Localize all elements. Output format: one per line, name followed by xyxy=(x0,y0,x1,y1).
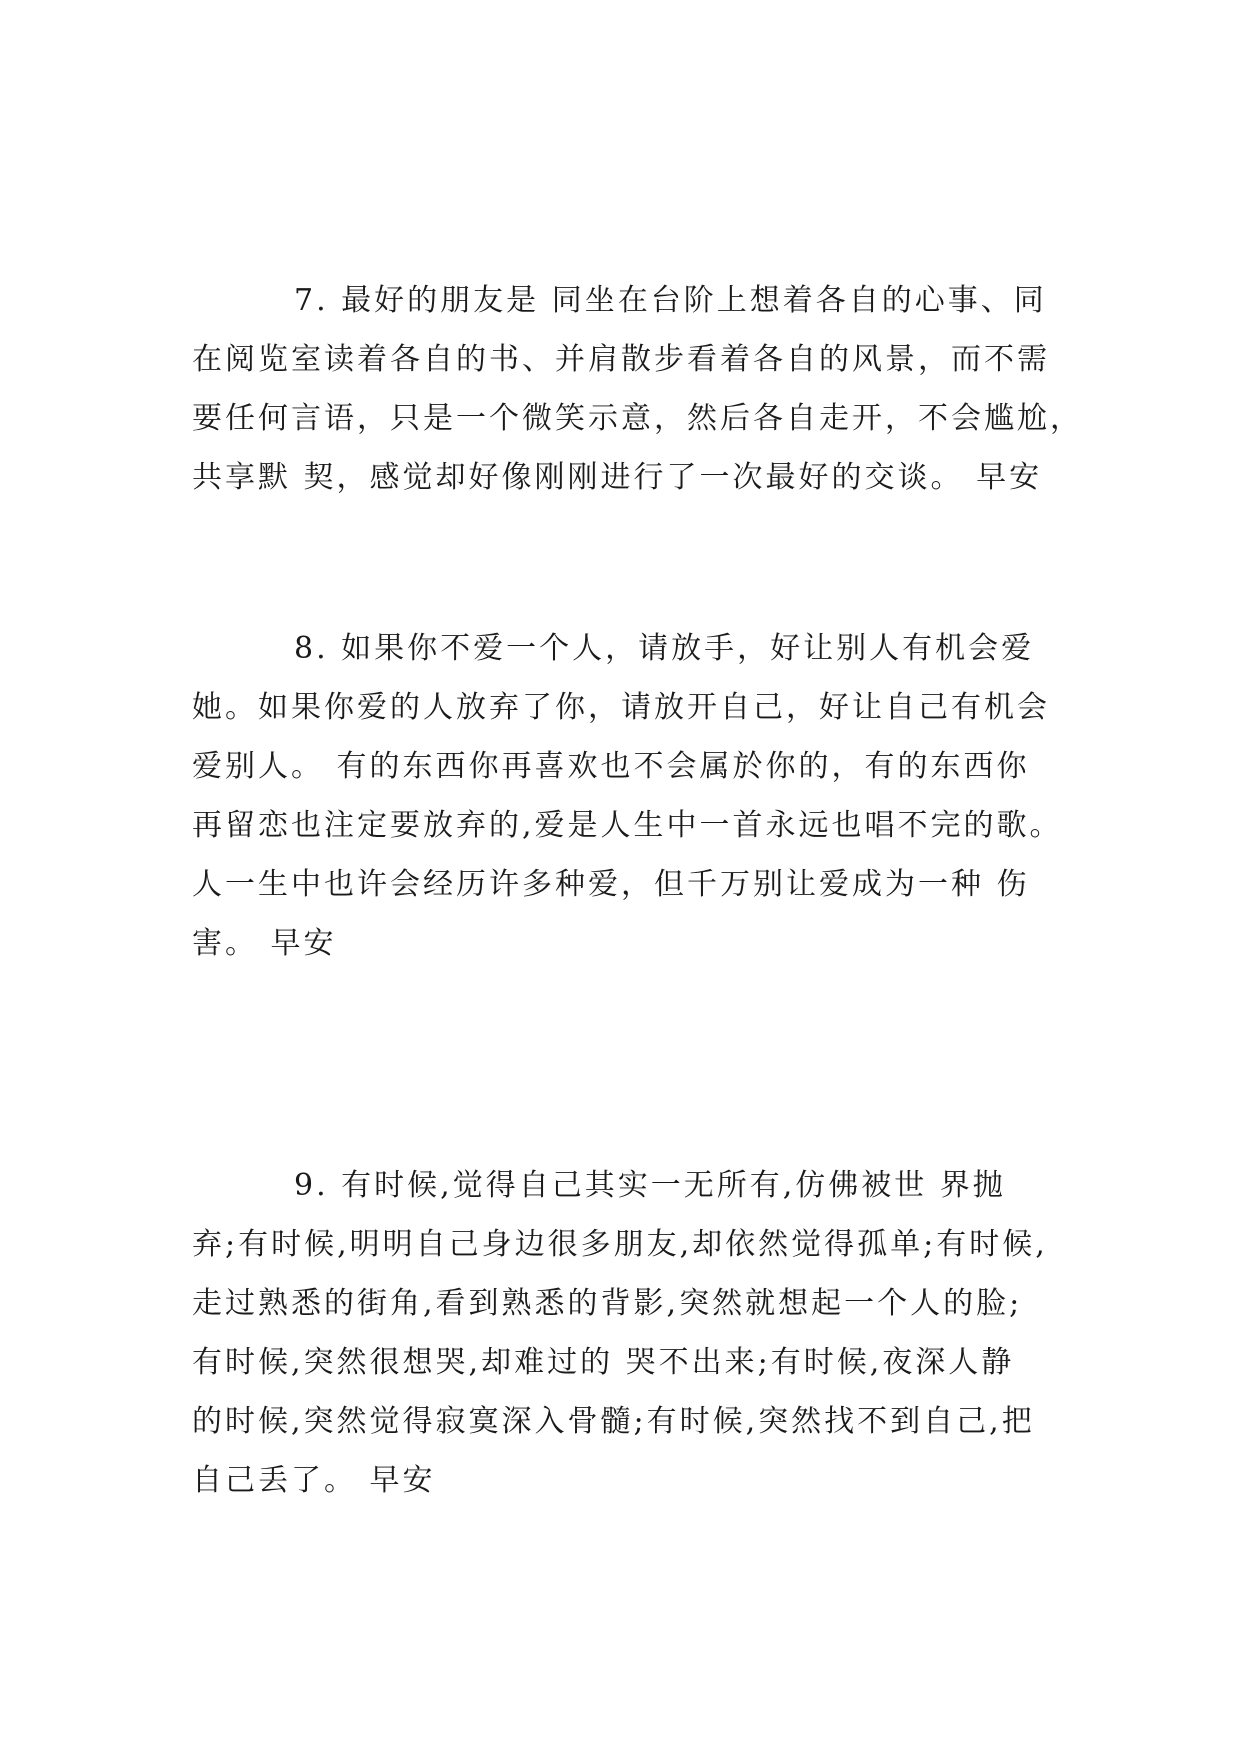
paragraph-line: 弃;有时候,明明自己身边很多朋友,却依然觉得孤单;有时候, xyxy=(192,1227,1048,1262)
paragraph-line: 有时候,突然很想哭,却难过的 哭不出来;有时候,夜深人静 xyxy=(192,1345,1015,1380)
paragraph-line: 在阅览室读着各自的书、并肩散步看着各自的风景，而不需 xyxy=(192,342,1050,377)
paragraph-line: 她。如果你爱的人放弃了你，请放开自己，好让自己有机会 xyxy=(192,690,1050,725)
paragraph-line: 的时候,突然觉得寂寞深入骨髓;有时候,突然找不到自己,把 xyxy=(192,1404,1035,1439)
paragraph-line: 爱别人。 有的东西你再喜欢也不会属於你的，有的东西你 xyxy=(192,749,1030,784)
paragraph-line: 害。 早安 xyxy=(192,926,337,961)
paragraph-line: 8. 如果你不爱一个人，请放手，好让别人有机会爱 xyxy=(294,631,1035,666)
paragraph-8 xyxy=(192,619,1063,973)
paragraph-line: 7. 最好的朋友是 同坐在台阶上想着各自的心事、同 xyxy=(294,283,1047,318)
paragraph-line: 共享默 契，感觉却好像刚刚进行了一次最好的交谈。 早安 xyxy=(192,460,1043,495)
paragraph-9 xyxy=(192,1156,1052,1510)
paragraph-line: 再留恋也注定要放弃的,爱是人生中一首永远也唱不完的歌。 xyxy=(192,808,1063,843)
paragraph-line: 自己丢了。 早安 xyxy=(192,1463,436,1498)
paragraph-line: 走过熟悉的街角,看到熟悉的背影,突然就想起一个人的脸; xyxy=(192,1286,1023,1321)
paragraph-line: 人一生中也许会经历许多种爱，但千万别让爱成为一种 伤 xyxy=(192,867,1030,902)
paragraph-7 xyxy=(192,271,1083,507)
paragraph-line: 要任何言语，只是一个微笑示意，然后各自走开，不会尴尬， xyxy=(192,401,1083,436)
paragraph-line: 9. 有时候,觉得自己其实一无所有,仿佛被世 界抛 xyxy=(294,1168,1006,1203)
